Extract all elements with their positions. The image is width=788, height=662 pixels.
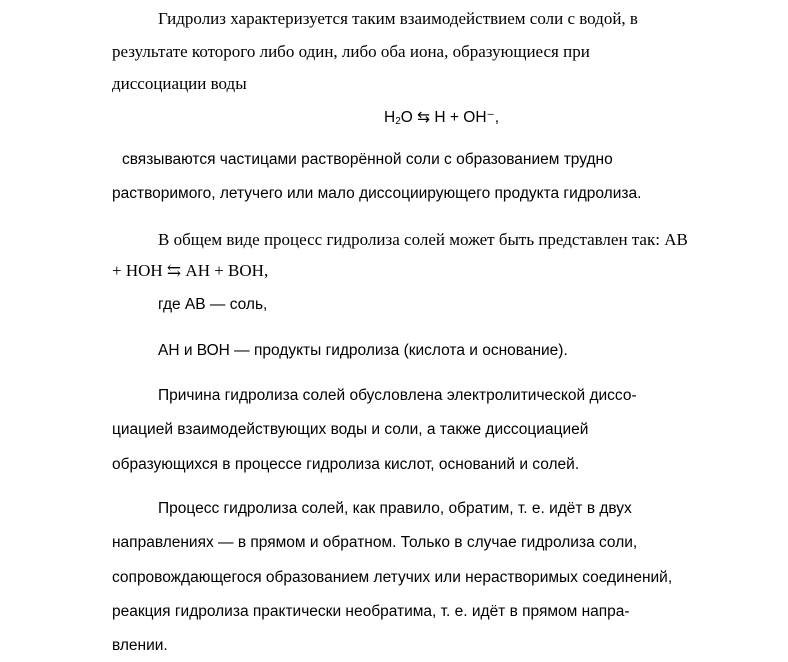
para4-line3: образующихся в процессе гидролиза кислот, оснований и солей. — [112, 456, 580, 473]
para5-line1: Процесс гидролиза солей, как правило, обратим, т. е. идёт в двух — [158, 500, 632, 517]
para5-line4: реакция гидролиза практически необратима, т. е. идёт в прямом напра- — [112, 603, 630, 620]
para4-line2: циацией взаимодействующих воды и соли, а также диссоциацией — [112, 421, 589, 438]
water-dissociation-equation — [384, 107, 499, 129]
para5-line2: направлениях — в прямом и обратном. Только в случае гидролиза соли, — [112, 534, 638, 551]
para3-line2: + НОН ⇆ АН + ВОН, — [112, 261, 269, 280]
equation-subscript: 2 — [395, 116, 401, 127]
equation-h: H — [384, 109, 396, 126]
para2-line1: связываются частицами растворённой соли с образованием трудно — [122, 151, 613, 168]
para1-line2: результате которого либо один, либо оба иона, образующиеся при — [112, 42, 590, 61]
para4-line1: Причина гидролиза солей обусловлена электролитической диссо- — [158, 387, 637, 404]
definition-products: АН и ВОН — продукты гидролиза (кислота и основание). — [158, 342, 568, 359]
para1-line3: диссоциации воды — [112, 74, 247, 93]
definition-ab: где АВ — соль, — [158, 296, 268, 313]
para1-line1: Гидролиз характеризуется таким взаимодействием соли с водой, в — [158, 9, 638, 28]
equation-rest: O ⇆ H + OH⁻, — [400, 109, 500, 126]
para2-line2: растворимого, летучего или мало диссоциирующего продукта гидролиза. — [112, 185, 642, 202]
para5-line5: влении. — [112, 637, 168, 654]
para5-line3: сопровождающегося образованием летучих или нерастворимых соединений, — [112, 569, 673, 586]
para3-line1: В общем виде процесс гидролиза солей может быть представлен так: АВ — [158, 230, 688, 249]
